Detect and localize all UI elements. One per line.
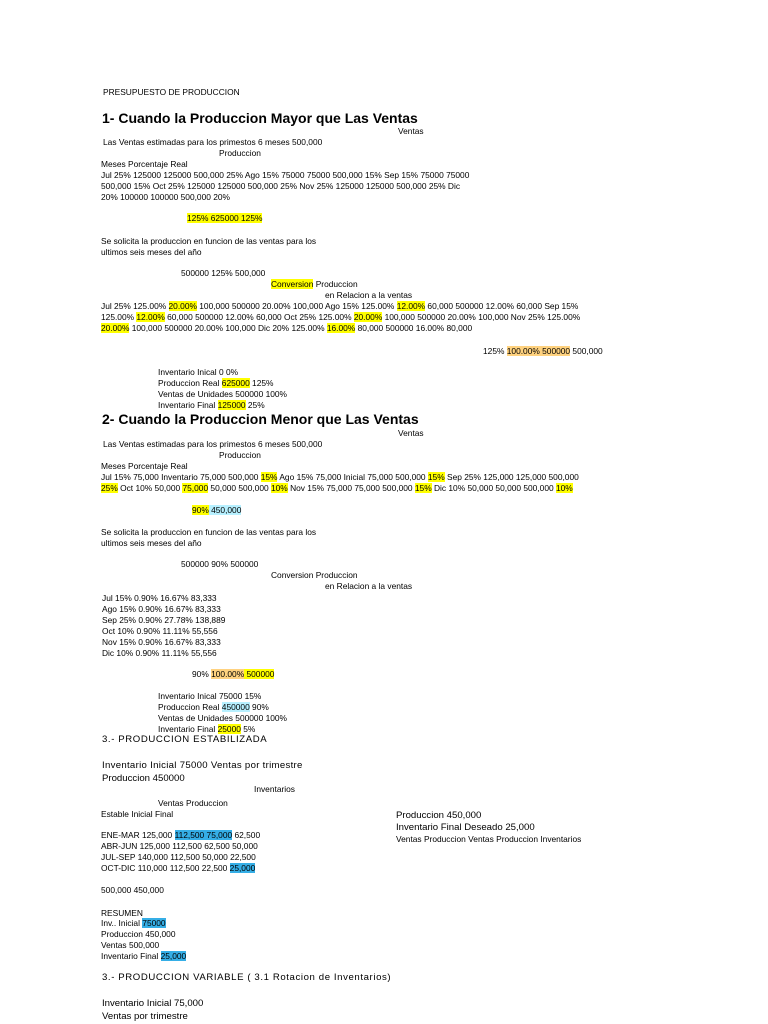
s1-inv-final [158, 400, 265, 410]
s1-conv-row-3 [101, 323, 472, 333]
s2-conversion: Conversion Produccion [271, 570, 358, 580]
section-4-heading: 3.- PRODUCCION VARIABLE ( 3.1 Rotacion de Inventarios) [102, 972, 392, 983]
s3-resumen-inv-inicial [101, 918, 166, 928]
s2-r2f: Nov 15% 75,000 75,000 500,000 [287, 483, 415, 493]
s3-inventarios: Inventarios [254, 784, 295, 794]
s4-ventas-trimestre: Ventas por trimestre [102, 1011, 188, 1022]
s2-relacion: en Relacion a la ventas [325, 581, 413, 591]
s1-if-b: 125000 [217, 400, 246, 410]
s2-month-row: Dic 10% 0.90% 11.11% 55,556 [102, 648, 217, 658]
s1-ventas-unidades: Ventas de Unidades 500000 100% [158, 389, 287, 399]
s1-solicita-1: Se solicita la produccion en funcion de las ventas para los [101, 236, 317, 246]
s1-c2d: 20.00% [353, 312, 383, 322]
s3-e1b: 112,500 75,000 [174, 830, 233, 840]
s3-prod-line: Produccion 450000 [102, 773, 185, 784]
s2-r2d: 50,000 500,000 [208, 483, 271, 493]
s1-c2c: 60,000 500000 12.00% 60,000 Oct 25% 125.00% [164, 312, 354, 322]
s1-prod-real [158, 378, 273, 388]
s1-c2a: 125.00% [101, 312, 137, 322]
s2-r2b: Oct 10% 50,000 [117, 483, 183, 493]
s3-right-inv-final: Inventario Final Deseado 25,000 [396, 822, 535, 833]
s1-conversion [271, 279, 358, 289]
s2-r2h: Dic 10% 50,000 50,000 500,000 [431, 483, 556, 493]
s3-row-ene-mar [101, 830, 260, 840]
s1-conv-row-1 [101, 301, 578, 311]
s1-tot-c: 500000 [539, 346, 571, 356]
s2-t-c: 500000 [244, 669, 275, 679]
s2-r1d: 15% [427, 472, 445, 482]
s1-total-highlight: 125% 625000 125% [187, 213, 263, 223]
document-title: PRESUPUESTO DE PRODUCCION [103, 87, 240, 97]
section-3-heading: 3.- PRODUCCION ESTABILIZADA [102, 734, 268, 745]
s2-row-2 [101, 483, 573, 493]
s3-rf-b: 25,000 [160, 951, 187, 961]
s4-inv-inicial: Inventario Inicial 75,000 [102, 998, 204, 1009]
s2-tot-b: 450,000 [208, 505, 242, 515]
s2-r1b: 15% [260, 472, 278, 482]
s3-inv-line: Inventario Inicial 75000 Ventas por trimestre [102, 760, 303, 771]
s3-resumen-inv-final [101, 951, 186, 961]
s1-inv-inicial: Inventario Inical 0 0% [158, 367, 239, 377]
s1-solicita-2: ultimos seis meses del año [101, 247, 202, 257]
s1-if-c: 25% [245, 400, 265, 410]
s1-c1b: 20.00% [168, 301, 197, 311]
s2-ventas-unidades: Ventas de Unidades 500000 100% [158, 713, 287, 723]
s1-c1a: Jul 25% 125.00% [101, 301, 169, 311]
s2-inv-inicial: Inventario Inical 75000 15% [158, 691, 262, 701]
s2-total [192, 505, 241, 515]
s2-t-b: 100.00% [211, 669, 245, 679]
s1-base: 500000 125% 500,000 [181, 268, 266, 278]
s1-tot-b: 100.00% [506, 346, 540, 356]
s3-right-headers: Ventas Produccion Ventas Produccion Inventarios [396, 834, 582, 844]
s1-conversion-rest: Produccion [313, 279, 358, 289]
s2-col-headers: Meses Porcentaje Real [101, 461, 188, 471]
s3-ri-a: Inv.. Inicial [101, 918, 143, 928]
section-2-heading: 2- Cuando la Produccion Menor que Las Ventas [102, 411, 419, 427]
s1-row-1: Jul 25% 125000 125000 500,000 25% Ago 15% 75000 75000 500,000 15% Sep 15% 75000 75000 [101, 170, 470, 180]
s2-solicita-1: Se solicita la produccion en funcion de las ventas para los [101, 527, 317, 537]
s2-month-row: Oct 10% 0.90% 11.11% 55,556 [102, 626, 218, 636]
s3-estable: Estable Inicial Final [101, 809, 174, 819]
s1-c1c: 100,000 500000 20.00% 100,000 Ago 15% 125.00% [196, 301, 397, 311]
s1-c1e: 60,000 500000 12.00% 60,000 Sep 15% [425, 301, 579, 311]
s2-col-produccion: Produccion [219, 450, 261, 460]
s3-e4b: 25,000 [229, 863, 256, 873]
s3-row-jul-sep: JUL-SEP 140,000 112,500 50,000 22,500 [101, 852, 256, 862]
s2-base: 500000 90% 500000 [181, 559, 259, 569]
s2-r1c: Ago 15% 75,000 Inicial 75,000 500,000 [277, 472, 428, 482]
section-1-heading: 1- Cuando la Produccion Mayor que Las Ventas [102, 110, 418, 126]
s3-e1c: 62,500 [232, 830, 261, 840]
s3-ri-b: 75000 [142, 918, 166, 928]
s2-r1a: Jul 15% 75,000 Inventario 75,000 500,000 [101, 472, 261, 482]
s2-r2g: 15% [414, 483, 432, 493]
s2-solicita-2: ultimos seis meses del año [101, 538, 202, 548]
s3-resumen-ventas: Ventas 500,000 [101, 940, 160, 950]
s2-conv-total [192, 669, 274, 679]
s3-resumen-produccion: Produccion 450,000 [101, 929, 176, 939]
s2-prod-real [158, 702, 269, 712]
s2-tot-a: 90% [192, 505, 209, 515]
s2-pr-b: 450000 [221, 702, 250, 712]
s2-pr-a: Produccion Real [158, 702, 222, 712]
s3-row-abr-jun: ABR-JUN 125,000 112,500 62,500 50,000 [101, 841, 258, 851]
s3-right-produccion: Produccion 450,000 [396, 810, 482, 821]
s3-e4a: OCT-DIC 110,000 112,500 22,500 [101, 863, 230, 873]
s2-month-row: Nov 15% 0.90% 16.67% 83,333 [102, 637, 221, 647]
s2-estimate: Las Ventas estimadas para los primestos 6 meses 500,000 [103, 439, 323, 449]
s1-c2e: 100,000 500000 20.00% 100,000 Nov 25% 125.00% [382, 312, 581, 322]
s2-if-b: 25000 [217, 724, 241, 734]
s1-row-3: 20% 100000 100000 500,000 20% [101, 192, 230, 202]
s2-pr-c: 90% [249, 702, 269, 712]
s2-r1e: Sep 25% 125,000 125,000 500,000 [444, 472, 579, 482]
s2-r2e: 10% [270, 483, 288, 493]
s1-col-headers: Meses Porcentaje Real [101, 159, 188, 169]
s1-pr-a: Produccion Real [158, 378, 222, 388]
s1-tot-a: 125% [483, 346, 507, 356]
s1-pr-c: 125% [249, 378, 274, 388]
s2-if-a: Inventario Final [158, 724, 218, 734]
s1-row-2: 500,000 15% Oct 25% 125000 125000 500,000 25% Nov 25% 125000 125000 500,000 25% Dic [101, 181, 461, 191]
s1-col-ventas: Ventas [398, 126, 424, 136]
s2-t-a: 90% [192, 669, 212, 679]
s3-ventas-produccion: Ventas Produccion [158, 798, 228, 808]
s1-c3b: 100,000 500000 20.00% 100,000 Dic 20% 125.00% [129, 323, 327, 333]
s3-e1a: ENE-MAR 125,000 [101, 830, 175, 840]
s1-if-a: Inventario Final [158, 400, 218, 410]
s2-r2a: 25% [101, 483, 118, 493]
s3-totals: 500,000 450,000 [101, 885, 164, 895]
s1-conversion-highlight: Conversion [271, 279, 314, 289]
s3-row-oct-dic [101, 863, 255, 873]
s1-c1d: 12.00% [396, 301, 426, 311]
s2-if-c: 5% [240, 724, 256, 734]
s2-row-1 [101, 472, 579, 482]
s3-rf-a: Inventario Final [101, 951, 161, 961]
s1-conv-total [483, 346, 603, 356]
s3-resumen: RESUMEN [101, 908, 143, 918]
s2-month-row: Sep 25% 0.90% 27.78% 138,889 [102, 615, 226, 625]
s2-inv-final [158, 724, 255, 734]
s2-r2c: 75,000 [182, 483, 209, 493]
s1-tot-d: 500,000 [570, 346, 603, 356]
s2-col-ventas: Ventas [398, 428, 424, 438]
s1-total [187, 213, 262, 223]
s1-c3a: 20.00% [101, 323, 130, 333]
s1-conv-row-2 [101, 312, 580, 322]
s1-relacion: en Relacion a la ventas [325, 290, 413, 300]
s2-month-row: Jul 15% 0.90% 16.67% 83,333 [102, 593, 217, 603]
s1-col-produccion: Produccion [219, 148, 261, 158]
s1-pr-b: 625000 [221, 378, 250, 388]
s1-estimate: Las Ventas estimadas para los primestos 6 meses 500,000 [103, 137, 323, 147]
s1-c2b: 12.00% [136, 312, 165, 322]
s1-c3c: 16.00% [326, 323, 356, 333]
s1-c3d: 80,000 500000 16.00% 80,000 [355, 323, 473, 333]
s2-month-row: Ago 15% 0.90% 16.67% 83,333 [102, 604, 221, 614]
s2-r2i: 10% [555, 483, 573, 493]
